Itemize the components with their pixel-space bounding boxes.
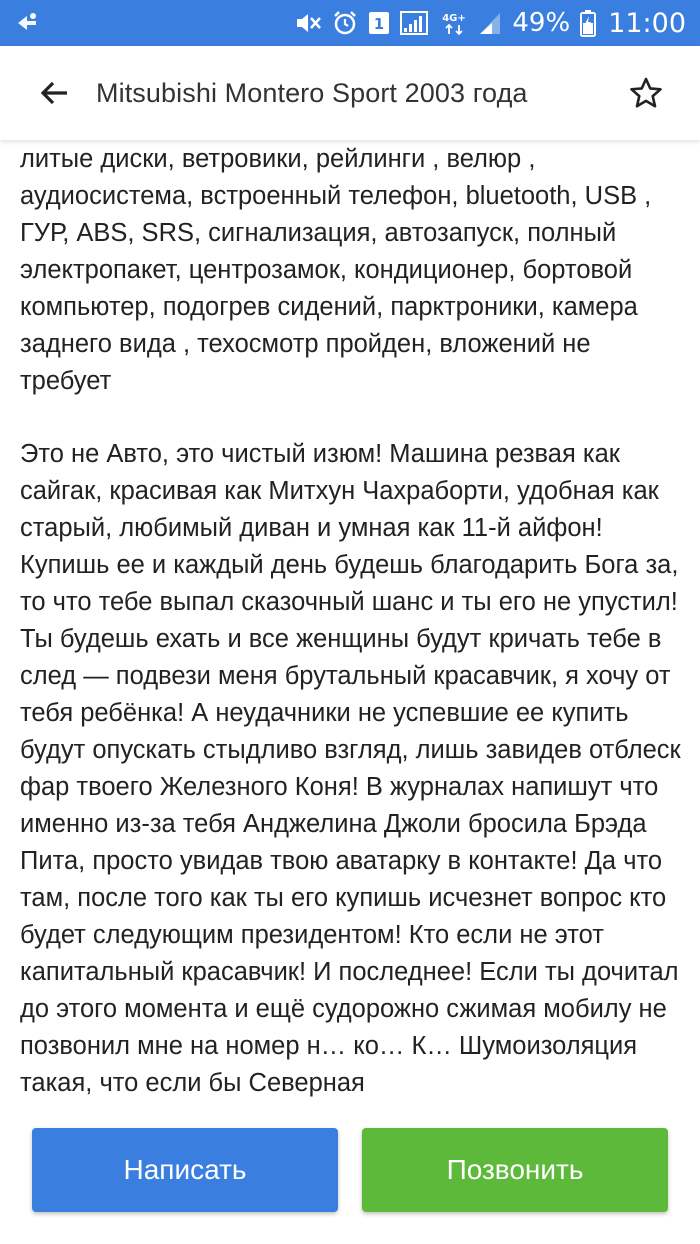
svg-text:1: 1 <box>374 15 385 33</box>
page-title: Mitsubishi Montero Sport 2003 года <box>96 77 528 108</box>
status-right <box>294 9 686 37</box>
signal-icon <box>400 10 430 36</box>
write-message-button[interactable]: Написать <box>32 1128 338 1212</box>
back-button[interactable] <box>26 65 82 121</box>
status-left <box>14 10 294 36</box>
mute-icon <box>294 10 322 36</box>
battery-percent: 49% <box>512 8 571 38</box>
favorite-button[interactable] <box>618 65 674 121</box>
sim-icon <box>368 10 390 36</box>
battery-icon <box>580 9 596 37</box>
network-type-icon <box>440 10 468 36</box>
clock: 11:00 <box>608 7 686 39</box>
svg-text:4G+: 4G+ <box>442 13 467 24</box>
app-notification-icon <box>14 10 40 36</box>
status-bar <box>0 0 700 46</box>
signal-icon <box>478 10 502 36</box>
arrow-left-icon <box>39 80 69 106</box>
description-paragraph: литые диски, ветровики, рейлинги , велюр , аудиосистема, встроенный телефон, bluetooth, USB , ГУР, ABS, SRS, сигнализация, автозапуск, полный электропакет, центрозамок, кондиционер, бортовой компьютер, подогрев сидений, парктроники, камера заднего вида , техосмотр пройден, вложений не требует <box>20 145 652 395</box>
star-outline-icon <box>629 77 663 109</box>
app-bar <box>0 46 700 140</box>
description-paragraph: Это не Авто, это чистый изюм! Машина резвая как сайгак, красивая как Митхун Чахраборти, удобная как старый, любимый диван и умная как 11-й айфон! Купишь ее и каждый день будешь благодарить Бога за, то что тебе выпал сказочный шанс и ты его не упустил! Ты будешь ехать и все женщины будут кричать тебе в след — подвези меня брутальный красавчик, я хочу от тебя ребёнка! А неудачники не успевшие ее купить будут опускать стыдливо взгляд, лишь завидев отблеск фар твоего Железного Коня! В журналах напишут что именно из-за тебя Анджелина Джоли бросила Брэда Пита, просто увидав твою аватарку в контакте! Да что там, после того как ты его купишь исчезнет вопрос кто будет следующим президентом! Кто если не этот капитальный красавчик! И последнее! Если ты дочитал до этого момента и ещё судорожно сжимая мобилу не позвонил мне на номер н… ко… К… Шумоизоляция такая, что если бы Северная <box>20 440 681 1097</box>
listing-description <box>20 140 685 1244</box>
call-button[interactable]: Позвонить <box>362 1128 668 1212</box>
alarm-icon <box>332 10 358 36</box>
